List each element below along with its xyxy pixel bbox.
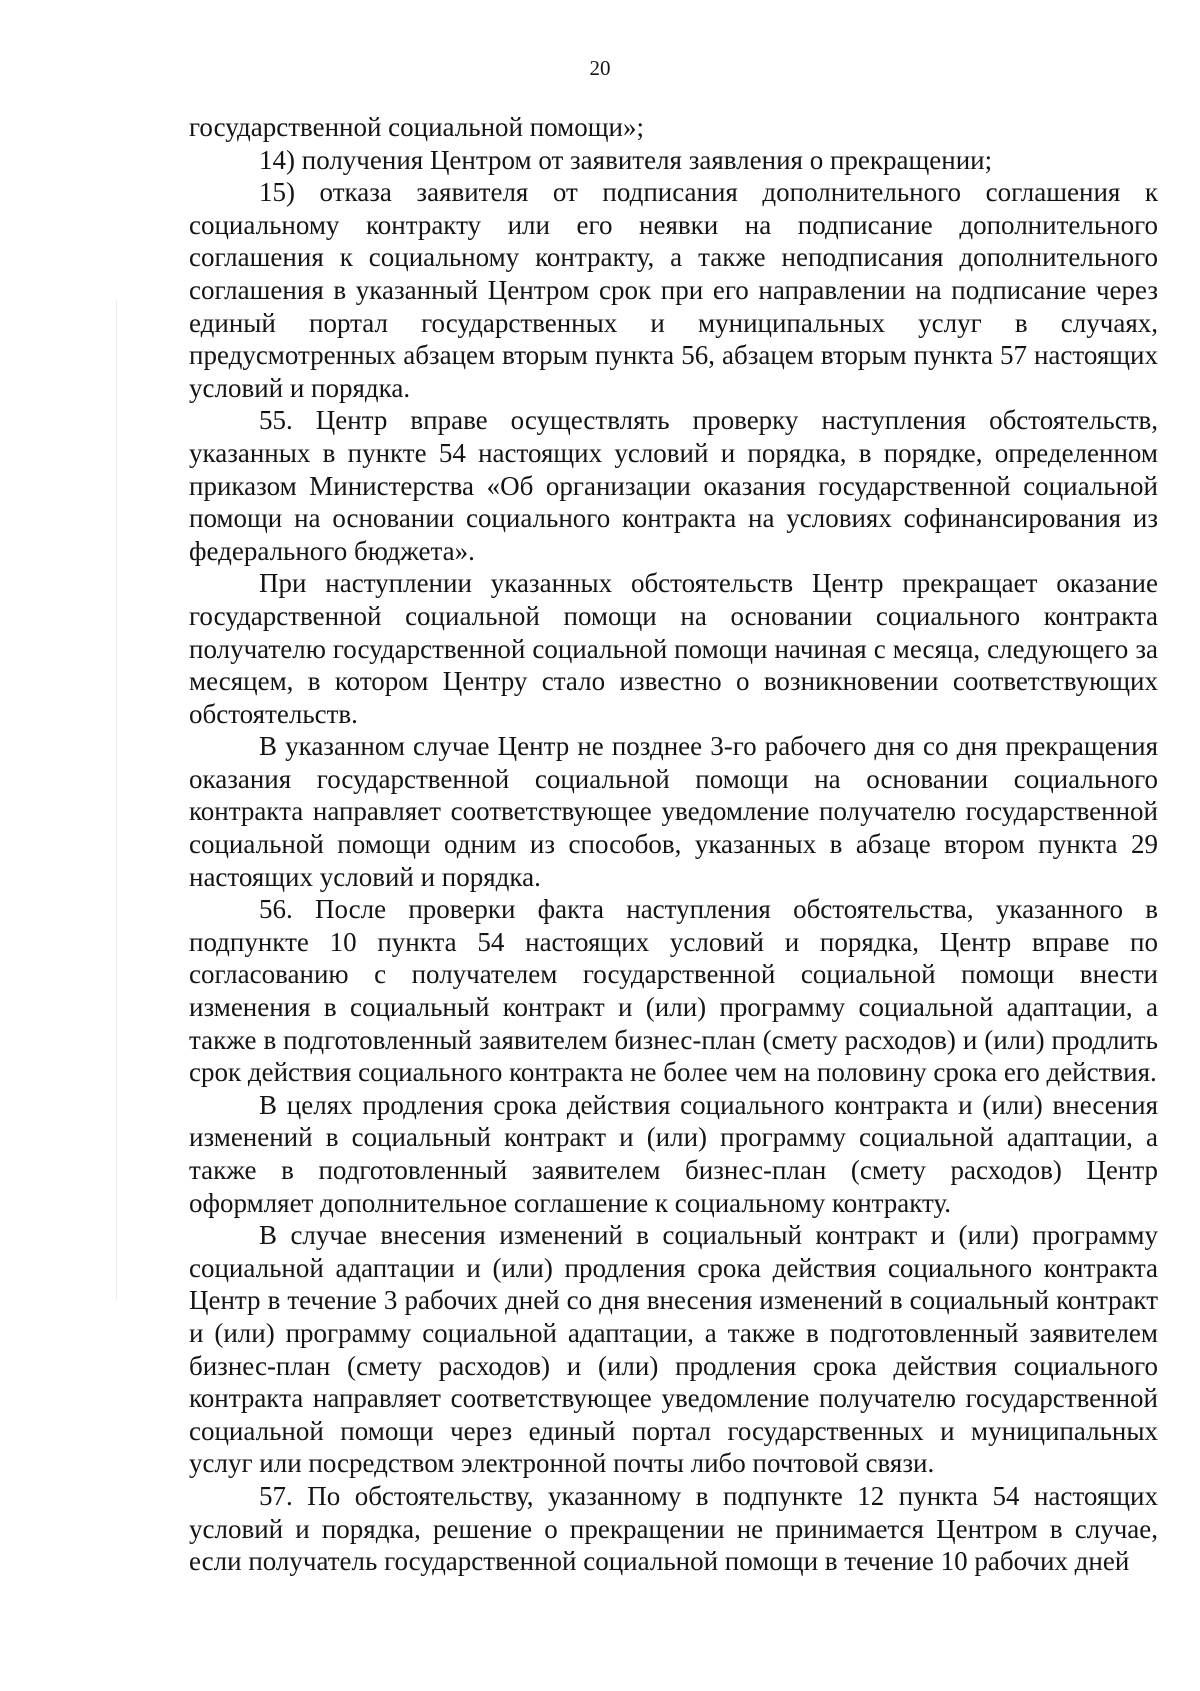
page-number: 20	[589, 56, 611, 80]
paragraph-clause-55-termination: При наступлении указанных обстоятельств Центр прекращает оказание государственной социальной помощи на основании социального контракта получателю государственной социальной помощи начиная с месяца, следующего за месяцем, в котором Центру стало известно о возникновении соответствующих обстоятельств.	[189, 568, 1158, 729]
paragraph-clause-56-agreement: В целях продления срока действия социального контракта и (или) внесения изменений в социальный контракт и (или) программу социальной адаптации, а также в подготовленный заявителем бизнес-план (смету расходов) Центр оформляет дополнительное соглашение к социальному контракту.	[189, 1089, 1158, 1218]
paragraph-item-14: 14) получения Центром от заявителя заявления о прекращении;	[259, 144, 993, 175]
scan-edge-line	[116, 300, 117, 1300]
paragraph-clause-55-notification: В указанном случае Центр не позднее 3-го рабочего дня со дня прекращения оказания государственной социальной помощи на основании социального контракта направляет соответствующее уведомление получателю государственной социальной помощи одним из способов, указанных в абзаце втором пункта 29 настоящих условий и порядка.	[189, 731, 1158, 892]
paragraph-clause-56-notification: В случае внесения изменений в социальный контракт и (или) программу социальной адаптации и (или) продления срока действия социального контракта Центр в течение 3 рабочих дней со дня внесения изменений в социальный контракт и (или) программу социальной адаптации, а также в подготовленный заявителем бизнес-план (смету расходов) и (или) продления срока действия социального контракта направляет соответствующее уведомление получателю государственной социальной помощи через единый портал государственных и муниципальных услуг или посредством электронной почты либо почтовой связи.	[189, 1220, 1158, 1479]
paragraph-item-15: 15) отказа заявителя от подписания дополнительного соглашения к социальному контракту или его неявки на подписание дополнительного соглашения к социальному контракту, а также неподписания дополнительного соглашения в указанный Центром срок при его направлении на подписание через единый портал государственных и муниципальных услуг в случаях, предусмотренных абзацем вторым пункта 56, абзацем вторым пункта 57 настоящих условий и порядка.	[189, 177, 1158, 403]
paragraph-clause-55: 55. Центр вправе осуществлять проверку наступления обстоятельств, указанных в пункте 54 настоящих условий и порядка, в порядке, определенном приказом Министерства «Об организации оказания государственной социальной помощи на основании социального контракта на условиях софинансирования из федерального бюджета».	[189, 405, 1158, 566]
document-body	[189, 111, 1158, 1578]
paragraph-clause-57: 57. По обстоятельству, указанному в подпункте 12 пункта 54 настоящих условий и порядка, решение о прекращении не принимается Центром в случае, если получатель государственной социальной помощи в течение 10 рабочих дней	[189, 1480, 1158, 1577]
paragraph-clause-56: 56. После проверки факта наступления обстоятельства, указанного в подпункте 10 пункта 54 настоящих условий и порядка, Центр вправе по согласованию с получателем государственной социальной помощи внести изменения в социальный контракт и (или) программу социальной адаптации, а также в подготовленный заявителем бизнес-план (смету расходов) и (или) продлить срок действия социального контракта не более чем на половину срока его действия.	[189, 894, 1158, 1088]
paragraph-continuation: государственной социальной помощи»;	[189, 112, 644, 142]
